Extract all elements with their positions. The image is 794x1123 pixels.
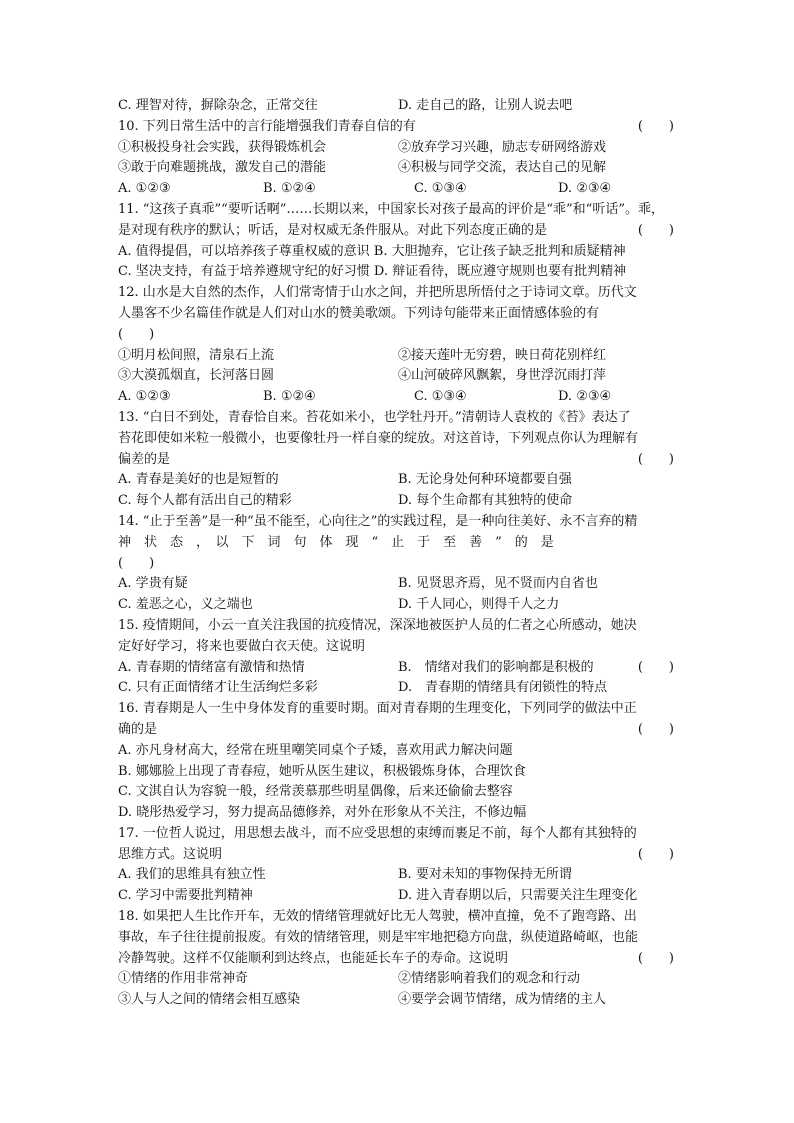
q12-option-c: C. ①③④ [414, 389, 467, 405]
q9-options-row [118, 96, 674, 117]
q14-options-row2 [118, 595, 674, 616]
q18-stem-line1 [118, 907, 674, 928]
q13-options-row2 [118, 491, 674, 512]
q11-stem-line2 [118, 221, 674, 242]
q18-text-3: 冷静驾驶。这样不仅能顺利到达终点，也能延长车子的寿命。这说明 [118, 950, 509, 966]
answer-bracket: ( ) [637, 846, 674, 862]
q14-bracket-line [118, 554, 674, 575]
q12-stem-line2 [118, 304, 674, 325]
q12-option-a: A. ①②③ [118, 389, 171, 405]
q12-statement-4: ④山河破碎风飘絮，身世浮沉雨打萍 [398, 368, 607, 384]
q11-options-ab-text: A. 值得提倡，可以培养孩子尊重权威的意识 B. 大胆抛弃，它让孩子缺乏批判和质疑精神 [118, 243, 626, 259]
q12-option-d: D. ②③④ [558, 389, 612, 405]
q17-options-row1 [118, 865, 674, 886]
q12-bracket-line [118, 325, 674, 346]
q17-option-b: B. 要对未知的事物保持无所谓 [398, 867, 572, 883]
answer-bracket: ( ) [637, 950, 674, 966]
q14-option-d: D. 千人同心，则得千人之力 [398, 597, 560, 613]
q16-stem-line1 [118, 699, 674, 720]
q13-option-a: A. 青春是美好的也是短暂的 [118, 472, 279, 488]
q16-option-d: D. 晓彤热爱学习，努力提高品德修养，对外在形象从不关注，不修边幅 [118, 805, 527, 821]
q16-option-b-line [118, 762, 674, 783]
q11-stem-line1 [118, 200, 674, 221]
exam-page [118, 96, 674, 1011]
q10-statements-row1 [118, 138, 674, 159]
q15-options-row2 [118, 678, 674, 699]
q18-text-1: 18. 如果把人生比作开车，无效的情绪管理就好比无人驾驶，横冲直撞，免不了跑弯路、出 [118, 909, 637, 925]
q14-option-a: A. 学贵有疑 [118, 576, 188, 592]
q18-statement-4: ④要学会调节情绪，成为情绪的主人 [398, 992, 607, 1008]
q13-option-d: D. 每个生命都有其独特的使命 [398, 493, 573, 509]
q12-statement-3: ③大漠孤烟直，长河落日圆 [118, 368, 275, 384]
q17-stem-line2 [118, 845, 674, 866]
q12-statements-row1 [118, 346, 674, 367]
q10-option-a: A. ①②③ [118, 181, 171, 197]
q10-option-d: D. ②③④ [558, 181, 612, 197]
q12-statement-2: ②接天莲叶无穷碧，映日荷花别样红 [398, 347, 607, 363]
q18-statements-row2 [118, 990, 674, 1011]
answer-bracket: ( ) [637, 659, 674, 675]
q15-stem-line2 [118, 637, 674, 658]
q13-stem-line3 [118, 450, 674, 471]
q15-text-2: 定好好学习，将来也要做白衣天使。这说明 [118, 638, 366, 654]
q13-text-1: 13. “白日不到处，青春恰自来。苔花如米小，也学牡丹开。”清朝诗人袁枚的《苔》表达了 [118, 409, 631, 425]
answer-bracket: ( ) [637, 451, 674, 467]
q17-option-d: D. 进入青春期以后，只需要关注生理变化 [398, 888, 638, 904]
q18-stem-line3 [118, 949, 674, 970]
q11-text-1: 11. “这孩子真乖”“要听话啊”……长期以来，中国家长对孩子最高的评价是“乖”和“听话”。乖， [118, 201, 664, 217]
q14-stem-line2 [118, 533, 674, 554]
q13-text-2: 苔花即使如米粒一般微小，也要像牡丹一样自豪的绽放。对这首诗，下列观点你认为理解有 [118, 430, 639, 446]
q13-option-b: B. 无论身处何种环境都要自强 [398, 472, 572, 488]
q12-statements-row2 [118, 366, 674, 387]
q11-options-cd-text: C. 坚决支持，有益于培养遵规守纪的好习惯 D. 辩证看待，既应遵守规则也要有批判精神 [118, 264, 627, 280]
q18-text-2: 事故，车子往往提前报废。有效的情绪管理，则是牢牢地把稳方向盘，纵使道路崎岖，也能 [118, 929, 639, 945]
q14-text-1: 14. “止于至善”是一种“虽不能至，心向往之”的实践过程，是一种向往美好、永不言弃的精 [118, 513, 638, 529]
q18-statements-row1 [118, 969, 674, 990]
q17-option-c: C. 学习中需要批判精神 [118, 888, 253, 904]
q14-stem-line1 [118, 512, 674, 533]
q10-statement-3: ③敢于向难题挑战，激发自己的潜能 [118, 160, 327, 176]
q14-options-row1 [118, 574, 674, 595]
q14-option-c: C. 羞恶之心，义之端也 [118, 597, 253, 613]
q12-statement-1: ①明月松间照，清泉石上流 [118, 347, 275, 363]
q15-text-1: 15. 疫情期间，小云一直关注我国的抗疫情况，深深地被医护人员的仁者之心所感动，她决 [118, 617, 637, 633]
q13-option-c: C. 每个人都有活出自己的精彩 [118, 493, 292, 509]
q10-statement-4: ④积极与同学交流，表达自己的见解 [398, 160, 607, 176]
q16-option-c: C. 文淇自认为容貌一般，经常羡慕那些明星偶像，后来还偷偷去整容 [118, 784, 513, 800]
q13-text-3: 偏差的是 [118, 451, 171, 467]
q14-text-2: 神 状 态 ， 以 下 词 句 体 现 “ 止 于 至 善 ” 的 是 [118, 534, 554, 550]
q11-options-cd [118, 262, 674, 283]
q16-option-d-line [118, 803, 674, 824]
q9-option-d: D. 走自己的路，让别人说去吧 [398, 98, 573, 113]
q12-options [118, 387, 674, 408]
q10-stem [118, 117, 674, 138]
answer-bracket: ( ) [637, 721, 674, 737]
q15-option-c: C. 只有正面情绪才让生活绚烂多彩 [118, 680, 318, 696]
q17-stem-line1 [118, 824, 674, 845]
q15-option-a: A. 青春期的情绪富有激情和热情 [118, 659, 305, 675]
q18-statement-2: ②情绪影响着我们的观念和行动 [398, 971, 581, 987]
q11-options-ab [118, 242, 674, 263]
q17-options-row2 [118, 886, 674, 907]
q18-stem-line2 [118, 928, 674, 949]
q12-text-2: 人墨客不少名篇佳作就是人们对山水的赞美歌颂。下列诗句能带来正面情感体验的有 [118, 305, 600, 321]
q10-statement-1: ①积极投身社会实践，获得锻炼机会 [118, 139, 327, 155]
q12-stem-line1 [118, 283, 674, 304]
q16-option-a-line [118, 741, 674, 762]
q16-stem-line2 [118, 720, 674, 741]
answer-bracket: ( ) [637, 118, 674, 134]
q14-option-b: B. 见贤思齐焉，见不贤而内自省也 [398, 576, 598, 592]
q10-option-b: B. ①②④ [263, 181, 316, 197]
q17-option-a: A. 我们的思维具有独立性 [118, 867, 266, 883]
q12-text-1: 12. 山水是大自然的杰作，人们常寄情于山水之间，并把所思所悟付之于诗词文章。历代文 [118, 285, 637, 301]
q15-options-row1 [118, 658, 674, 679]
q18-statement-3: ③人与人之间的情绪会相互感染 [118, 992, 301, 1008]
q17-text-1: 17. 一位哲人说过，用思想去战斗，而不应受思想的束缚而裹足不前，每个人都有其独特的 [118, 825, 637, 841]
q15-stem-line1 [118, 616, 674, 637]
q10-stem-text: 10. 下列日常生活中的言行能增强我们青春自信的有 [118, 118, 416, 134]
q9-option-c: C. 理智对待，摒除杂念，正常交往 [118, 98, 318, 113]
q13-stem-line1 [118, 408, 674, 429]
q10-statement-2: ②放弃学习兴趣，励志专研网络游戏 [398, 139, 607, 155]
answer-bracket: ( ) [118, 326, 155, 342]
q10-option-c: C. ①③④ [414, 181, 467, 197]
q17-text-2: 思维方式。这说明 [118, 846, 223, 862]
answer-bracket: ( ) [637, 222, 674, 238]
q10-options [118, 179, 674, 200]
q16-option-b: B. 娜娜脸上出现了青春痘，她听从医生建议，积极锻炼身体，合理饮食 [118, 763, 526, 779]
q15-option-d: D. 青春期的情绪具有闭锁性的特点 [398, 680, 608, 696]
q16-option-c-line [118, 782, 674, 803]
q16-option-a: A. 亦凡身材高大，经常在班里嘲笑同桌个子矮，喜欢用武力解决问题 [118, 742, 513, 758]
q12-option-b: B. ①②④ [263, 389, 316, 405]
q16-text-1: 16. 青春期是人一生中身体发育的重要时期。面对青春期的生理变化，下列同学的做法中正 [118, 701, 637, 717]
q10-statements-row2 [118, 158, 674, 179]
q11-text-2: 是对现有秩序的默认；听话，是对权威无条件服从。对此下列态度正确的是 [118, 222, 548, 238]
q13-options-row1 [118, 470, 674, 491]
q13-stem-line2 [118, 429, 674, 450]
q16-text-2: 确的是 [118, 721, 158, 737]
q15-option-b: B. 情绪对我们的影响都是积极的 [398, 659, 594, 675]
q18-statement-1: ①情绪的作用非常神奇 [118, 971, 249, 987]
answer-bracket: ( ) [118, 555, 155, 571]
